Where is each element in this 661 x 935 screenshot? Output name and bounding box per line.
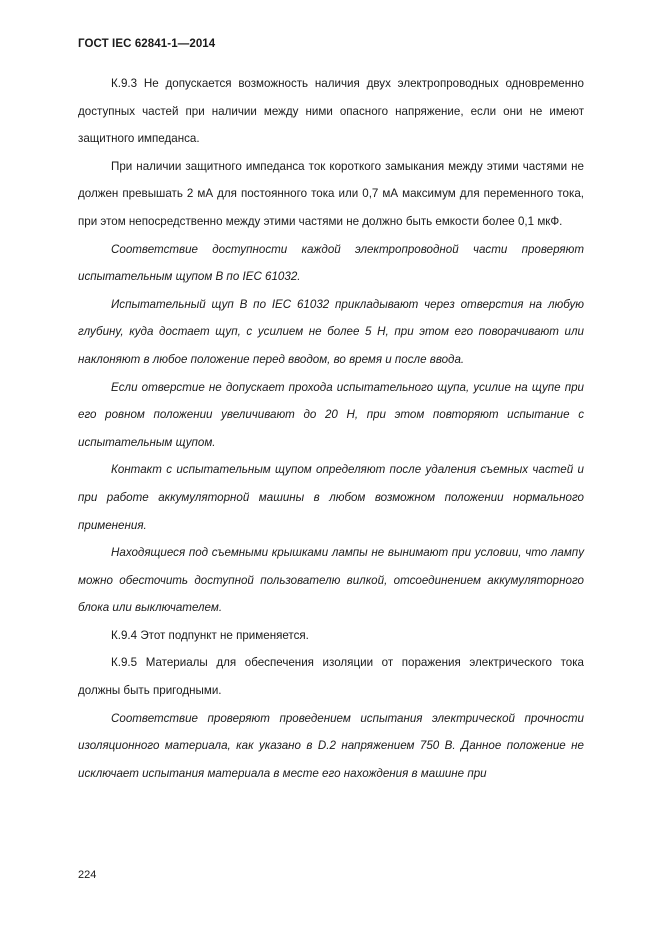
page-header: ГОСТ IEC 62841-1—2014 bbox=[78, 38, 216, 50]
paragraph-protective-impedance: При наличии защитного импеданса ток короткого замыкания между этими частями не должен превышать 2 мА для постоянного тока или 0,7 мА максимум для переменного тока, при этом непосредственно между этими частями не должно быть емкости более 0,1 мкФ. bbox=[78, 159, 584, 228]
document-body bbox=[78, 70, 584, 787]
paragraph-probe-application: Испытательный щуп В по IEC 61032 прикладывают через отверстия на любую глубину, куда достает щуп, с усилием не более 5 Н, при этом его поворачивают или наклоняют в любое положение перед вводом, во время и после ввода. bbox=[78, 297, 584, 366]
paragraph-dielectric-test: Соответствие проверяют проведением испытания электрической прочности изоляционного материала, как указано в D.2 напряжением 750 В. Данное положение не исключает испытания материала в месте его нахождения в машине при bbox=[78, 711, 584, 780]
clause-k95: К.9.5 Материалы для обеспечения изоляции от поражения электрического тока должны быть пригодными. bbox=[78, 656, 584, 698]
paragraph-probe-force: Если отверстие не допускает прохода испытательного щупа, усилие на щупе при его ровном положении увеличивают до 20 Н, при этом повторяют испытание с испытательным щупом. bbox=[78, 380, 584, 449]
page-number: 224 bbox=[78, 869, 97, 881]
paragraph-compliance-check: Соответствие доступности каждой электропроводной части проверяют испытательным щупом В по IEC 61032. bbox=[78, 242, 584, 284]
clause-k94: К.9.4 Этот подпункт не применяется. bbox=[111, 628, 309, 642]
clause-k93: К.9.3 Не допускается возможность наличия двух электропроводных одновременно доступных частей при наличии между ними опасного напряжение, если они не имеют защитного импеданса. bbox=[78, 77, 584, 146]
paragraph-lamps: Находящиеся под съемными крышками лампы не вынимают при условии, что лампу можно обесточить доступной пользователю вилкой, отсоединением аккумуляторного блока или выключателем. bbox=[78, 546, 584, 615]
paragraph-contact-determination: Контакт с испытательным щупом определяют после удаления съемных частей и при работе аккумуляторной машины в любом возможном положении нормального применения. bbox=[78, 463, 584, 532]
